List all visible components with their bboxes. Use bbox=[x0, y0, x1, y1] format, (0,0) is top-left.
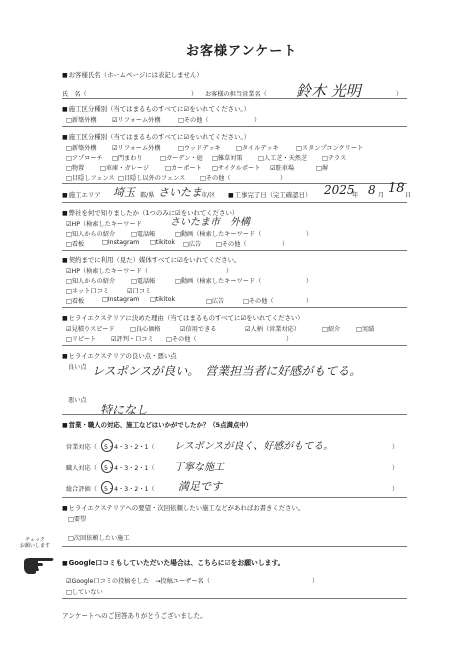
contract-heading: ■ 契約までに利用（見た）媒体すべてに☑をいれてください。 bbox=[62, 255, 240, 264]
name-label: 氏 名（ bbox=[62, 91, 87, 98]
case-opt-1[interactable]: □新築外構 bbox=[66, 117, 97, 124]
request-heading: ■ ヒライエクステリアへの要望・次回依頼したい施工などがあればお書きください。 bbox=[62, 503, 304, 512]
work-opt[interactable]: ☑駐車場 bbox=[270, 165, 295, 172]
rating-selected-circle bbox=[101, 460, 113, 473]
hp-keyword: さいたま市 外構 bbox=[170, 217, 250, 228]
decision-opt[interactable]: □良心価格 bbox=[130, 326, 161, 333]
rating-scale-sales[interactable]: 5・4・3・2・1（ bbox=[104, 444, 155, 451]
contract-opt-end: ） bbox=[226, 268, 233, 275]
customer-heading: ■ お客様氏名（ホームページには表記しません） bbox=[62, 70, 203, 79]
day-value: 18 bbox=[388, 181, 405, 196]
rep-end: ） bbox=[396, 91, 403, 98]
work-opt[interactable]: □アプローチ bbox=[66, 155, 103, 162]
divider bbox=[62, 345, 407, 346]
decision-opt[interactable]: □紹介 bbox=[322, 326, 341, 333]
divider bbox=[62, 250, 407, 251]
good-bad-heading: ■ ヒライエクステリアの良い点・悪い点 bbox=[62, 351, 177, 360]
known-opt[interactable]: □知人からの紹介 bbox=[66, 231, 116, 238]
pref-suffix: 都/県 bbox=[140, 192, 155, 199]
contract-opt[interactable]: □知人からの紹介 bbox=[66, 278, 116, 285]
how-known-hp[interactable]: ☑HP（検索したキーワード bbox=[66, 221, 142, 228]
work-opt[interactable]: □カーポート bbox=[165, 165, 202, 172]
work-opt[interactable]: □その他（ bbox=[200, 175, 231, 182]
year-suffix: 年 bbox=[352, 192, 359, 199]
known-opt-end: ） bbox=[282, 241, 289, 248]
decision-opt[interactable]: □リピート bbox=[66, 336, 97, 343]
contract-opt[interactable]: □動画（検索したキーワード（ bbox=[175, 278, 262, 285]
stamp-line-2: お願いします bbox=[19, 543, 50, 549]
contract-opt[interactable]: □Instagram bbox=[102, 296, 140, 303]
check-stamp bbox=[14, 537, 56, 549]
city-value: さいたま bbox=[158, 186, 202, 199]
contract-opt[interactable]: □広告 bbox=[206, 298, 225, 305]
rep-label: お客様の担当営業名（ bbox=[205, 91, 267, 98]
rating-selected-circle bbox=[101, 439, 113, 452]
good-value: レスポンスが良い。 営業担当者に好感がもてる。 bbox=[92, 364, 362, 378]
work-opt[interactable]: □スタンプコンクリート bbox=[296, 145, 364, 152]
google-heading: ■ Google口コミもしていただいた場合は、こちらに☑をお願いします。 bbox=[62, 557, 284, 567]
bad-value: 特になし bbox=[100, 403, 149, 417]
footer-thanks: アンケートへのご回答ありがとうございました。 bbox=[62, 612, 207, 620]
rating-scale-craft[interactable]: 5・4・3・2・1（ bbox=[104, 465, 155, 472]
contract-opt-end: ） bbox=[306, 298, 313, 305]
work-opt[interactable]: □人工芝・天然芝 bbox=[258, 155, 308, 162]
contract-opt[interactable]: □その他（ bbox=[243, 298, 274, 305]
rating-label-sales: 営業対応（ bbox=[66, 444, 97, 451]
work-opt[interactable]: □新築外構 bbox=[66, 145, 97, 152]
area-label: ■ 施工エリア bbox=[62, 190, 101, 199]
rating-end: ） bbox=[392, 444, 399, 451]
work-opt[interactable]: □ガーデン・庭 bbox=[160, 155, 203, 162]
contract-opt[interactable]: □電話帳 bbox=[131, 278, 156, 285]
divider bbox=[62, 497, 407, 498]
known-opt-end: ） bbox=[306, 231, 313, 238]
decision-opt[interactable]: ☑見積りスピード bbox=[66, 326, 115, 333]
known-opt[interactable]: □Instagram bbox=[102, 239, 140, 246]
known-opt[interactable]: □動画（検索したキーワード（ bbox=[175, 231, 262, 238]
work-opt-end: ） bbox=[280, 175, 287, 182]
divider bbox=[62, 98, 407, 99]
work-opt[interactable]: □物置 bbox=[66, 165, 85, 172]
decision-opt[interactable]: □実績 bbox=[356, 326, 375, 333]
contract-opt[interactable]: ☑口コミ bbox=[127, 288, 152, 295]
pointing-hand-icon bbox=[22, 552, 56, 576]
month-value: 8 bbox=[368, 183, 376, 197]
work-opt[interactable]: ☑リフォーム外構 bbox=[112, 145, 161, 152]
month-suffix: 月 bbox=[378, 192, 385, 199]
work-opt[interactable]: □塀 bbox=[316, 165, 329, 172]
google-posted[interactable]: ☑Google口コミの投稿をした →投稿ユーザー名（ bbox=[66, 578, 210, 585]
stamp-line-1: チェック bbox=[25, 537, 45, 543]
work-opt[interactable]: □目隠しフェンス bbox=[66, 175, 115, 182]
known-opt[interactable]: □tikitok bbox=[150, 239, 176, 246]
work-opt[interactable]: □門まわり bbox=[112, 155, 143, 162]
work-opt[interactable]: □車庫・ガレージ bbox=[100, 165, 150, 172]
case-opt-3[interactable]: □その他（ bbox=[178, 117, 209, 124]
divider bbox=[62, 307, 407, 308]
rating-end: ） bbox=[392, 465, 399, 472]
google-not-posted[interactable]: □していない bbox=[66, 589, 103, 596]
case-type-heading: ■ 施工区分種別（当てはまるものすべてに☑をいれてください。） bbox=[62, 104, 250, 113]
divider bbox=[62, 202, 407, 203]
divider bbox=[62, 598, 407, 599]
work-opt[interactable]: □テラス bbox=[322, 155, 347, 162]
work-opt[interactable]: □雑草対策 bbox=[212, 155, 243, 162]
divider bbox=[62, 414, 407, 415]
decision-opt[interactable]: ☑評判・口コミ bbox=[111, 336, 154, 343]
contract-opt-end: ） bbox=[306, 278, 313, 285]
done-label: ■ 工事完了日（完工確認日） bbox=[228, 190, 311, 199]
contract-opt[interactable]: □看板 bbox=[66, 298, 85, 305]
rating-scale-total[interactable]: 5・4・3・2・1（ bbox=[104, 486, 155, 493]
decision-heading: ■ ヒライエクステリアに決めた理由（当てはまるものすべてに☑をいれてください） bbox=[62, 313, 304, 322]
known-opt[interactable]: □看板 bbox=[66, 241, 85, 248]
rating-selected-circle bbox=[101, 481, 113, 494]
rating-heading: ■ 営業・職人の対応、施工などはいかがでしたか？（5点満点中） bbox=[62, 420, 252, 429]
work-type-heading: ■ 施工区分種別（当てはまるものすべてに☑をいれてください。） bbox=[62, 132, 250, 141]
decision-opt-end: ） bbox=[286, 336, 293, 343]
rating-label-craft: 職人対応（ bbox=[66, 465, 97, 472]
contract-opt[interactable]: ☑HP（検索したキーワード（ bbox=[66, 268, 148, 275]
how-known-heading: ■ 弊社を何で知りましたか（1つのみに☑をいれてください） bbox=[62, 208, 238, 217]
decision-opt[interactable]: ☑信用できる bbox=[180, 326, 217, 333]
rating-end: ） bbox=[392, 486, 399, 493]
city-suffix: 市/区 bbox=[201, 192, 216, 199]
case-opt-2[interactable]: ☑リフォーム外構 bbox=[112, 117, 161, 124]
work-opt[interactable]: □ウッドデッキ bbox=[178, 145, 221, 152]
work-opt[interactable]: □タイルデッキ bbox=[236, 145, 279, 152]
decision-opt[interactable]: ☑人柄（営業対応） bbox=[245, 326, 301, 333]
work-opt[interactable]: □目隠し以外のフェンス bbox=[118, 175, 186, 182]
known-opt[interactable]: □その他（ bbox=[216, 241, 247, 248]
decision-opt[interactable]: □その他（ bbox=[166, 336, 197, 343]
year-value: 2025 bbox=[324, 183, 355, 197]
rating-comment-sales: レスポンスが良く、好感がもてる。 bbox=[174, 441, 334, 452]
rating-label-total: 総合評価（ bbox=[66, 486, 97, 493]
work-opt[interactable]: □サイクルポート bbox=[212, 165, 261, 172]
contract-opt[interactable]: □tikitok bbox=[150, 296, 176, 303]
rep-value: 鈴木 光明 bbox=[296, 82, 361, 100]
rating-comment-total: 満足です bbox=[178, 480, 222, 493]
divider bbox=[62, 126, 407, 127]
name-end: ） bbox=[191, 91, 198, 98]
case-opt-end: ） bbox=[254, 117, 261, 124]
bad-label: 悪い点 bbox=[68, 397, 87, 404]
pref-value: 埼玉 bbox=[113, 186, 135, 199]
page-title: お客様アンケート bbox=[186, 44, 298, 59]
google-posted-end: ） bbox=[312, 578, 319, 585]
rating-comment-craft: 丁寧な施工 bbox=[174, 462, 224, 473]
request-want[interactable]: □要望 bbox=[68, 516, 87, 523]
good-label: 良い点 bbox=[68, 364, 87, 371]
day-suffix: 日 bbox=[405, 192, 412, 199]
contract-opt[interactable]: □ネット口コミ bbox=[66, 288, 109, 295]
divider bbox=[62, 546, 407, 547]
known-opt[interactable]: □広告 bbox=[183, 241, 202, 248]
request-next[interactable]: □次回依頼したい施工 bbox=[68, 535, 130, 542]
known-opt[interactable]: □電話帳 bbox=[131, 231, 156, 238]
